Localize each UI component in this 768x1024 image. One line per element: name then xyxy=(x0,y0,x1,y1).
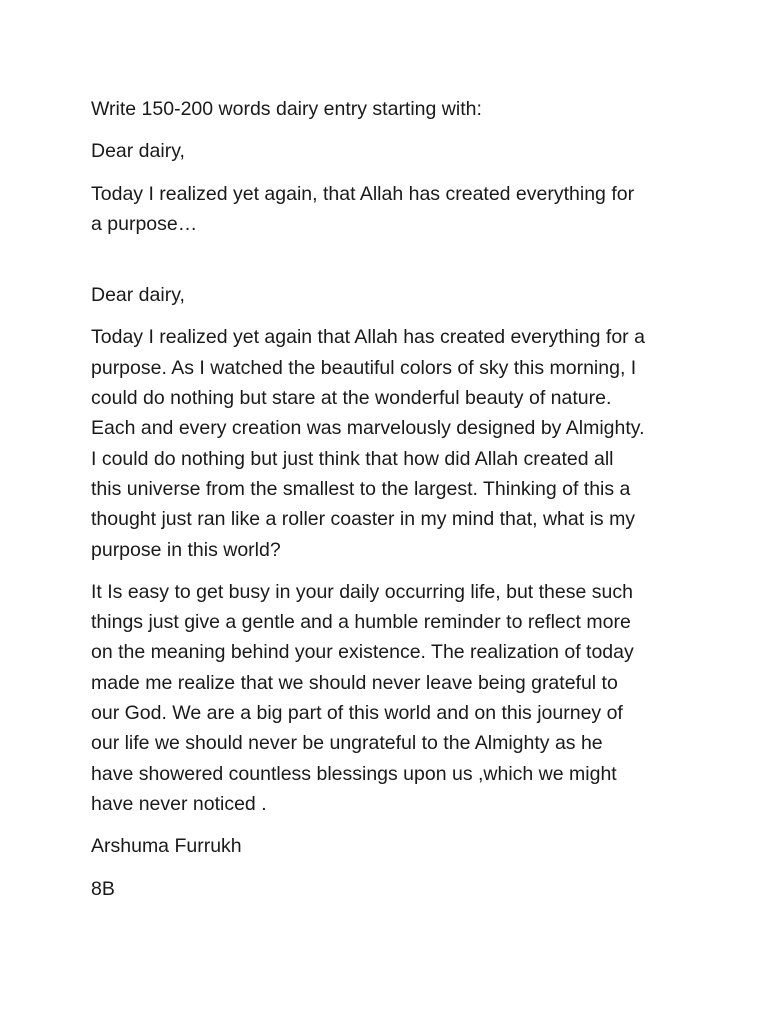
document-page xyxy=(91,94,691,904)
prompt-opening xyxy=(91,179,691,240)
entry-paragraph-1 xyxy=(91,322,691,564)
entry-paragraph-2 xyxy=(91,577,691,819)
paragraph-line: I could do nothing but just think that how did Allah created all xyxy=(91,447,614,470)
paragraph-line: have showered countless blessings upon us ,which we might xyxy=(91,762,617,785)
prompt-opening-line: Today I realized yet again, that Allah has created everything for xyxy=(91,182,635,205)
paragraph-line: It Is easy to get busy in your daily occurring life, but these such xyxy=(91,580,633,603)
prompt-opening-line: a purpose… xyxy=(91,212,198,235)
paragraph-line: made me realize that we should never leave being grateful to xyxy=(91,671,618,694)
paragraph-line: our God. We are a big part of this world and on this journey of xyxy=(91,702,623,725)
prompt-greeting: Dear dairy, xyxy=(91,140,185,163)
prompt-text: Write 150-200 words dairy entry starting with: xyxy=(91,98,482,120)
paragraph-line: Today I realized yet again that Allah has created everything for a xyxy=(91,326,645,349)
author-class: 8B xyxy=(91,877,115,900)
paragraph-line: could do nothing but stare at the wonderful beauty of nature. xyxy=(91,387,612,410)
paragraph-line: Each and every creation was marvelously designed by Almighty. xyxy=(91,417,645,440)
paragraph-line: have never noticed . xyxy=(91,792,267,815)
paragraph-line: this universe from the smallest to the largest. Thinking of this a xyxy=(91,477,631,500)
paragraph-line: thought just ran like a roller coaster in my mind that, what is my xyxy=(91,508,636,531)
paragraph-line: purpose in this world? xyxy=(91,538,281,561)
entry-greeting: Dear dairy, xyxy=(91,284,185,307)
paragraph-line: purpose. As I watched the beautiful colors of sky this morning, I xyxy=(91,356,637,379)
paragraph-line: on the meaning behind your existence. The realization of today xyxy=(91,641,634,664)
author-name: Arshuma Furrukh xyxy=(91,835,242,858)
paragraph-line: our life we should never be ungrateful to the Almighty as he xyxy=(91,732,603,755)
paragraph-line: things just give a gentle and a humble reminder to reflect more xyxy=(91,611,631,634)
